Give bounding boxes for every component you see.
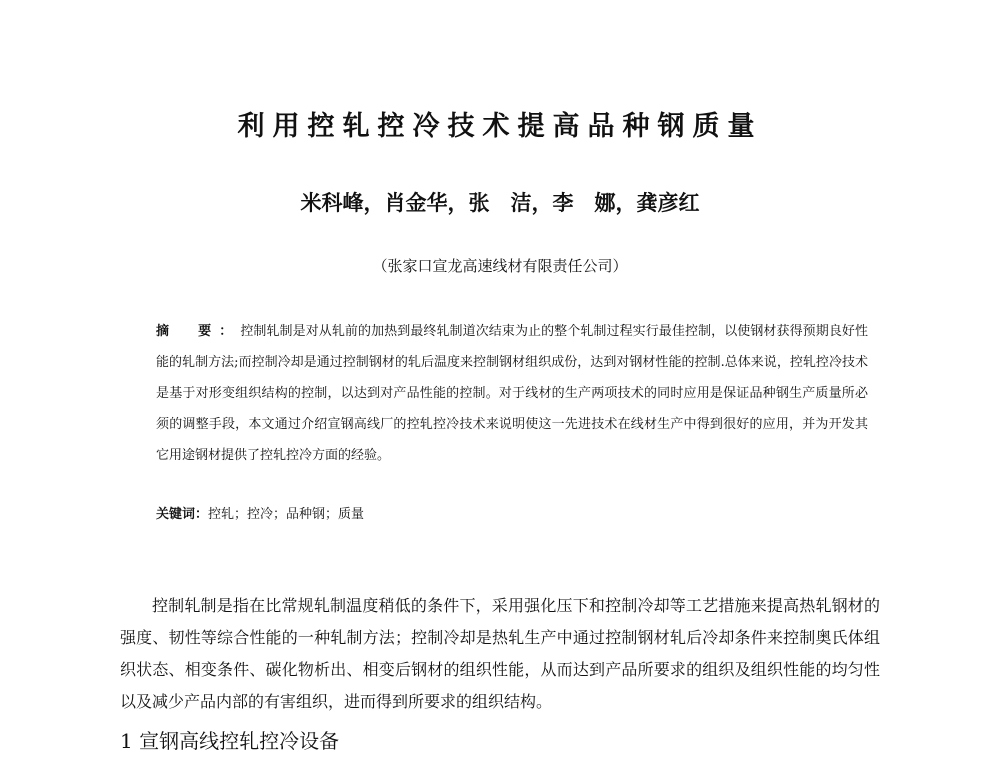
intro-paragraph: 控制轧制是指在比常规轧制温度稍低的条件下，采用强化压下和控制冷却等工艺措施来提高热轧钢材的强度、韧性等综合性能的一种轧制方法；控制冷却是热轧生产中通过控制钢材轧后冷却条件来控制奥氏体组织状态、相变条件、碳化物析出、相变后钢材的组织性能，从而达到产品所要求的组织及组织性能的均匀性以及减少产品内部的有害组织，进而得到所要求的组织结构。 — [120, 596, 880, 711]
abstract-text: 控制轧制是对从轧前的加热到最终轧制道次结束为止的整个轧制过程实行最佳控制，以使钢材获得预期良好性能的轧制方法;而控制冷却是通过控制钢材的轧后温度来控制钢材组织成份，达到对钢材性能的控制.总体来说，控轧控冷技术是基于对形变组织结构的控制，以达到对产品性能的控制。对于线材的生产两项技术的同时应用是保证品种钢生产质量所必须的调整手段，本文通过介绍宣钢高线厂的控轧控冷技术来说明使这一先进技术在线材生产中得到很好的应用，并为开发其它用途钢材提供了控轧控冷方面的经验。 — [156, 324, 868, 463]
paper-authors: 米科峰，肖金华，张 洁，李 娜，龚彦红 — [300, 190, 700, 215]
paper-affiliation: （张家口宣龙高速线材有限责任公司） — [372, 257, 628, 275]
paper-title: 利用控轧控冷技术提高品种钢质量 — [237, 111, 763, 142]
abstract-block — [156, 316, 868, 471]
keywords-block — [156, 502, 868, 528]
keywords-label: 关键词： — [156, 507, 209, 522]
keywords-text: 控轧；控冷；品种钢；质量 — [208, 507, 365, 522]
abstract-label: 摘 要： — [156, 324, 241, 339]
section-heading: 1 宣钢高线控轧控冷设备 — [120, 729, 340, 753]
